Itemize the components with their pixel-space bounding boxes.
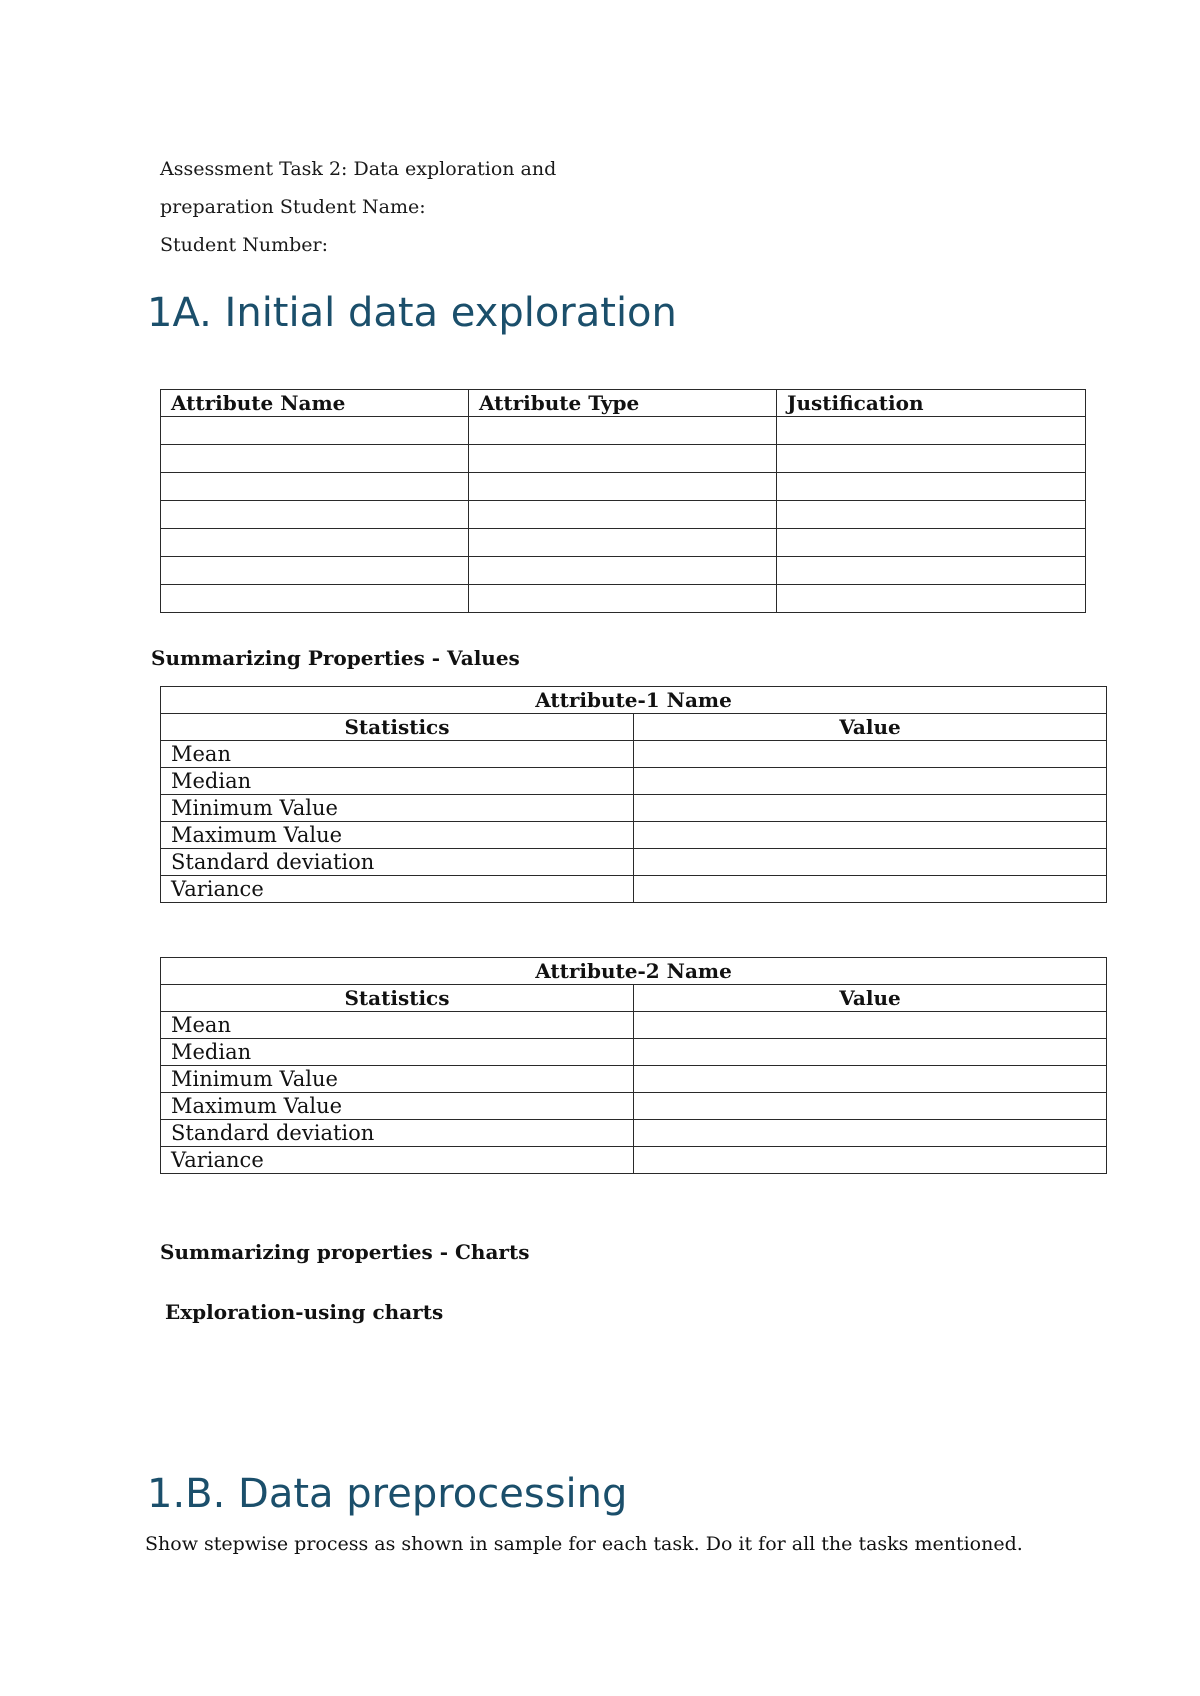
section-b-body: Show stepwise process as shown in sample for each task. Do it for all the tasks mentioned. <box>145 1533 1023 1555</box>
table-row <box>161 1039 1107 1066</box>
summary-charts-heading: Summarizing properties - Charts <box>160 1240 530 1264</box>
column-header-attribute-type: Attribute Type <box>469 390 777 417</box>
table-row <box>161 585 1086 613</box>
section-a-title: 1A. Initial data exploration <box>147 290 677 336</box>
stat-value-cell[interactable] <box>634 1066 1107 1093</box>
table-cell[interactable] <box>777 529 1086 557</box>
table-row <box>161 501 1086 529</box>
table-row <box>161 1120 1107 1147</box>
attribute-table <box>160 389 1086 613</box>
table-row <box>161 473 1086 501</box>
stats-table-caption: Attribute-1 Name <box>161 687 1107 714</box>
stat-label: Minimum Value <box>161 1066 634 1093</box>
stat-value-cell[interactable] <box>634 822 1107 849</box>
table-row <box>161 876 1107 903</box>
stats-table-header-row <box>161 714 1107 741</box>
attribute-table-header-row <box>161 390 1086 417</box>
table-cell[interactable] <box>161 417 469 445</box>
stats-table-header-row <box>161 985 1107 1012</box>
stat-value-cell[interactable] <box>634 1012 1107 1039</box>
table-cell[interactable] <box>161 473 469 501</box>
table-row <box>161 1012 1107 1039</box>
stat-label: Mean <box>161 741 634 768</box>
table-row <box>161 1066 1107 1093</box>
table-row <box>161 741 1107 768</box>
header-line-student-name: preparation Student Name: <box>160 196 426 218</box>
stat-label: Variance <box>161 1147 634 1174</box>
column-header-statistics: Statistics <box>161 714 634 741</box>
table-cell[interactable] <box>777 585 1086 613</box>
stat-label: Mean <box>161 1012 634 1039</box>
stat-label: Median <box>161 768 634 795</box>
table-cell[interactable] <box>469 501 777 529</box>
stat-label: Standard deviation <box>161 849 634 876</box>
column-header-value: Value <box>634 714 1107 741</box>
table-row <box>161 795 1107 822</box>
document-header <box>160 150 556 264</box>
stat-label: Maximum Value <box>161 822 634 849</box>
table-cell[interactable] <box>469 585 777 613</box>
table-row <box>161 822 1107 849</box>
stat-label: Maximum Value <box>161 1093 634 1120</box>
section-b-title: 1.B. Data preprocessing <box>147 1471 628 1517</box>
stat-value-cell[interactable] <box>634 876 1107 903</box>
stat-value-cell[interactable] <box>634 768 1107 795</box>
table-cell[interactable] <box>777 473 1086 501</box>
table-cell[interactable] <box>469 417 777 445</box>
table-cell[interactable] <box>161 529 469 557</box>
table-cell[interactable] <box>469 445 777 473</box>
header-line-title: Assessment Task 2: Data exploration and <box>160 158 557 180</box>
table-cell[interactable] <box>777 445 1086 473</box>
stat-value-cell[interactable] <box>634 741 1107 768</box>
table-cell[interactable] <box>161 585 469 613</box>
stat-value-cell[interactable] <box>634 849 1107 876</box>
table-cell[interactable] <box>469 557 777 585</box>
table-cell[interactable] <box>161 557 469 585</box>
stat-label: Median <box>161 1039 634 1066</box>
stat-value-cell[interactable] <box>634 1147 1107 1174</box>
table-cell[interactable] <box>777 417 1086 445</box>
stat-value-cell[interactable] <box>634 1120 1107 1147</box>
stats-table-caption: Attribute-2 Name <box>161 958 1107 985</box>
table-cell[interactable] <box>777 557 1086 585</box>
table-row <box>161 445 1086 473</box>
table-cell[interactable] <box>161 501 469 529</box>
table-row <box>161 768 1107 795</box>
table-cell[interactable] <box>161 445 469 473</box>
table-row <box>161 849 1107 876</box>
header-line-student-number: Student Number: <box>160 234 328 256</box>
column-header-value: Value <box>634 985 1107 1012</box>
table-cell[interactable] <box>469 473 777 501</box>
table-row <box>161 557 1086 585</box>
stat-label: Standard deviation <box>161 1120 634 1147</box>
table-row <box>161 417 1086 445</box>
stats-table-caption-row <box>161 687 1107 714</box>
stats-table-caption-row <box>161 958 1107 985</box>
table-row <box>161 1093 1107 1120</box>
attribute-1-stats-table <box>160 686 1107 903</box>
attribute-2-stats-table <box>160 957 1107 1174</box>
stat-value-cell[interactable] <box>634 1039 1107 1066</box>
exploration-charts-subheading: Exploration-using charts <box>165 1300 444 1324</box>
column-header-statistics: Statistics <box>161 985 634 1012</box>
stat-value-cell[interactable] <box>634 795 1107 822</box>
column-header-justification: Justification <box>777 390 1086 417</box>
summary-values-heading: Summarizing Properties - Values <box>151 646 520 670</box>
stat-label: Minimum Value <box>161 795 634 822</box>
table-row <box>161 529 1086 557</box>
stat-value-cell[interactable] <box>634 1093 1107 1120</box>
table-cell[interactable] <box>777 501 1086 529</box>
column-header-attribute-name: Attribute Name <box>161 390 469 417</box>
table-cell[interactable] <box>469 529 777 557</box>
table-row <box>161 1147 1107 1174</box>
stat-label: Variance <box>161 876 634 903</box>
